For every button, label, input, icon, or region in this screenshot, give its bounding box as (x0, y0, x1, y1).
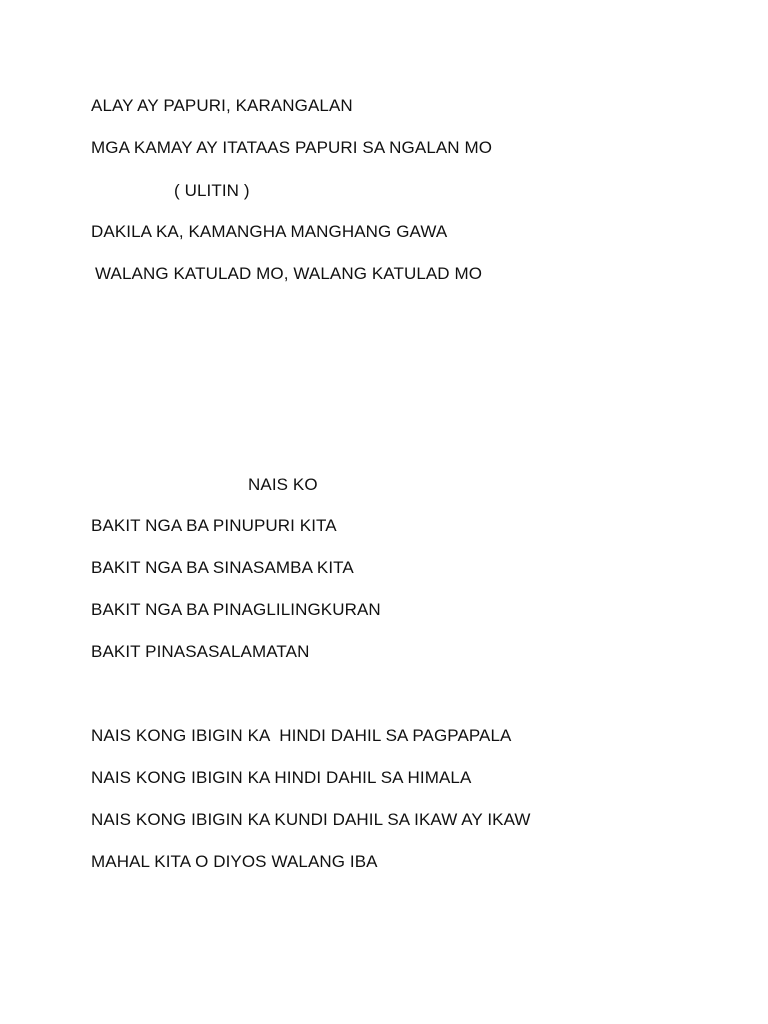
song-title: NAIS KO (248, 475, 318, 494)
lyric-line: BAKIT NGA BA PINUPURI KITA (91, 516, 337, 535)
lyric-line: BAKIT PINASASALAMATAN (91, 642, 310, 661)
lyric-line: WALANG KATULAD MO, WALANG KATULAD MO (95, 264, 483, 283)
lyric-line: BAKIT NGA BA SINASAMBA KITA (91, 558, 354, 577)
lyric-line: NAIS KONG IBIGIN KA HINDI DAHIL SA HIMALA (91, 768, 472, 787)
lyric-line: MAHAL KITA O DIYOS WALANG IBA (91, 852, 378, 871)
repeat-note: ( ULITIN ) (174, 181, 250, 200)
lyric-line: NAIS KONG IBIGIN KA HINDI DAHIL SA PAGPAPALA (91, 726, 512, 745)
lyric-line: DAKILA KA, KAMANGHA MANGHANG GAWA (91, 222, 448, 241)
lyric-line: MGA KAMAY AY ITATAAS PAPURI SA NGALAN MO (91, 138, 493, 157)
lyric-line: NAIS KONG IBIGIN KA KUNDI DAHIL SA IKAW AY IKAW (91, 810, 531, 829)
lyric-line: ALAY AY PAPURI, KARANGALAN (91, 96, 353, 115)
lyric-line: BAKIT NGA BA PINAGLILINGKURAN (91, 600, 381, 619)
